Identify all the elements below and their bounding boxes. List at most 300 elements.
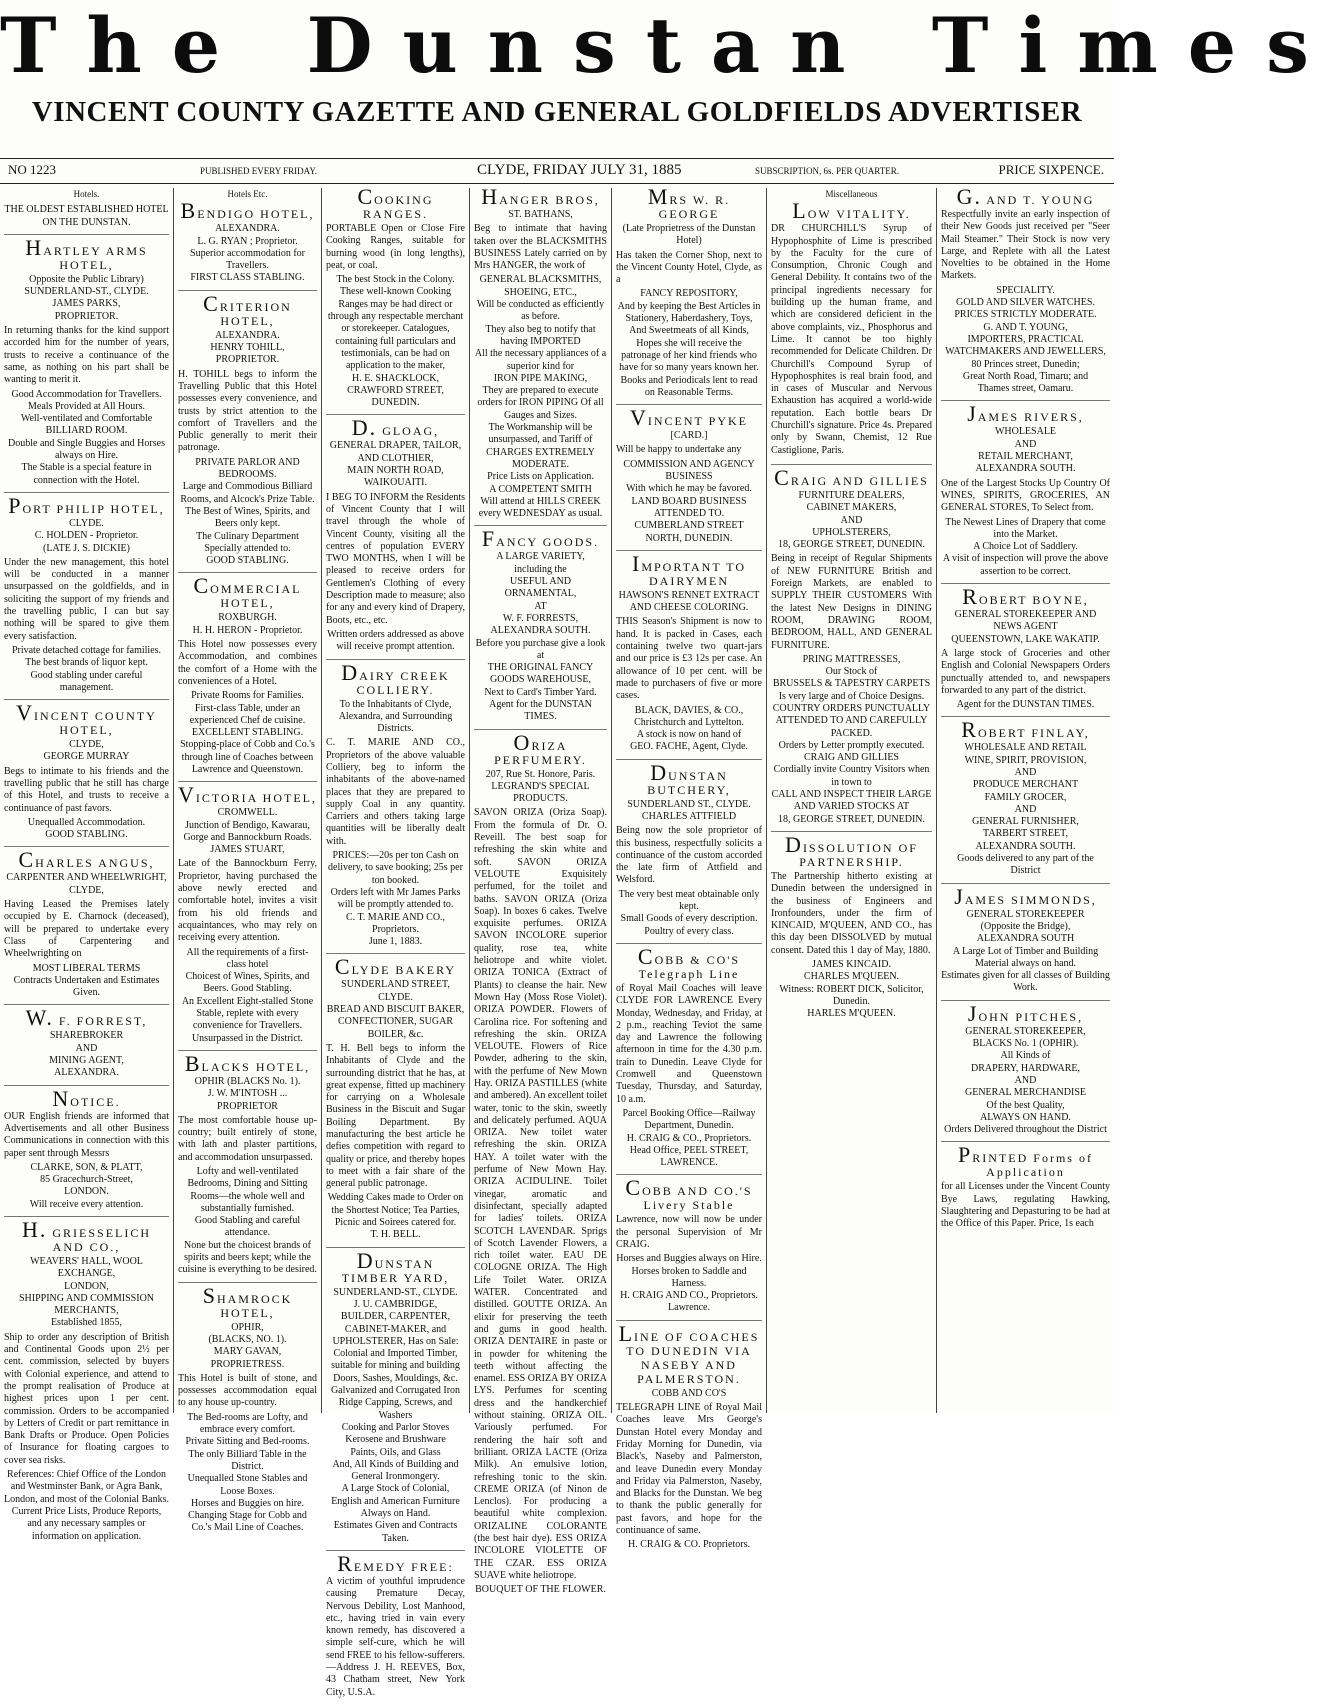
advertisement-body: Beg to intimate that having taken over the BLACKSMITHS BUSINESS Lately carried on by Mrs HANGER, the work of	[474, 223, 607, 272]
advertisement-line: MINING AGENT,	[49, 1055, 124, 1067]
advertisement-line: LONDON.	[64, 1186, 109, 1198]
advertisement-line: BLACK, DAVIES, & CO.,	[634, 704, 744, 716]
advertisement-line: LONDON,	[64, 1280, 109, 1292]
advertisement-title: HANGER BROS,	[481, 184, 600, 209]
advertisement-line: All the requirements of a first-class hotel	[186, 946, 309, 970]
issue-number: NO 1223	[8, 162, 57, 177]
advertisement-line: Parcel Booking Office—Railway Department, Dunedin.	[622, 1107, 756, 1132]
advertisement-title: LINE OF COACHES TO DUNEDIN VIA NASEBY AND PALMERSTON.	[618, 1320, 760, 1386]
advertisement	[616, 759, 762, 944]
advertisement-line: Good Accommodation for Travellers.	[11, 388, 162, 400]
advertisement	[616, 405, 762, 551]
advertisement-line: Will receive every attention.	[29, 1198, 144, 1210]
advertisement-title: IMPORTANT TO DAIRYMEN	[632, 550, 746, 588]
advertisement-line: Horses broken to Saddle and Harness.	[631, 1265, 747, 1289]
advertisement-line: Unequalled Stone Stables and Loose Boxes.	[187, 1473, 308, 1497]
column-section-heading: Miscellaneous	[825, 189, 878, 199]
advertisement-line: And, All Kinds of Building and General Ironmongery.	[332, 1458, 459, 1483]
issue-date: CLYDE, FRIDAY JULY 31, 1885	[477, 162, 682, 178]
advertisement-line: The Newest Lines of Drapery that come into the Market.	[945, 516, 1106, 540]
advertisement-line: G. AND T. YOUNG,	[983, 321, 1068, 333]
advertisement-line: CHARLES M'QUEEN.	[803, 971, 900, 983]
advertisement-line: CLYDE.	[69, 517, 104, 529]
advertisement-line: (LATE J. S. DICKIE)	[43, 542, 130, 554]
advertisement-title: BENDIGO HOTEL,	[180, 198, 315, 224]
advertisement-line: BUILDER, CARPENTER, CABINET-MAKER, and UPHOLSTERER, Has on Sale:	[332, 1311, 459, 1347]
advertisement-line: BRUSSELS & TAPESTRY CARPETS	[772, 678, 931, 690]
advertisement-line: A Large Stock of Colonial, English and American Furniture Always on Hand.	[331, 1483, 460, 1520]
advertisement-body: I BEG TO INFORM the Residents of Vincent County that I will travel through the whole of Vincent County, visiting all the centres of population EVERY TWO MONTHS, when I will be pleased to receive orders for Gentlemen's Clothing of every Description made to measure; also for any and every kind of Drapery, Boots, etc., etc.	[326, 491, 465, 626]
advertisement-line: Private Rooms for Families.	[191, 690, 304, 702]
advertisement-line: Kerosene and Brushware	[345, 1434, 446, 1446]
advertisement	[178, 1050, 317, 1283]
advertisement-title: ORIZA PERFUMERY.	[494, 729, 587, 767]
advertisement-line: JAMES KINCAID.	[812, 959, 891, 971]
advertisement-line: CABINET MAKERS,	[806, 502, 897, 514]
advertisement-line: DRAPERY, HARDWARE,	[971, 1062, 1080, 1074]
advertisement-line: Estimates Given and Contracts Taken.	[333, 1520, 458, 1544]
advertisement-body: This Hotel is built of stone, and possesses accommodation equal to any house up-country.	[178, 1372, 317, 1409]
advertisement-line: FANCY REPOSITORY,	[640, 288, 738, 300]
advertisement-line: PRICES:—20s per ton Cash on delivery, to save booking; 25s per ton booked.	[328, 850, 463, 886]
advertisement-line: AND	[840, 514, 863, 526]
advertisement-line: JAMES STUART,	[210, 844, 285, 856]
advertisement-title: REMEDY FREE:	[337, 1550, 454, 1576]
advertisement-line: Christchurch and Lyttelton.	[634, 716, 744, 728]
advertisement-line: Contracts Undertaken and Estimates Given.	[13, 974, 160, 999]
advertisement-body: Late of the Bannockburn Ferry, Proprietor, having purchased the above newly erected and comfortable hotel, invites a visit from his old friends and acquaintances, who may rely on receiving every attention.	[178, 858, 317, 944]
advertisement-line: UPHOLSTERERS,	[812, 526, 891, 538]
advertisement-line: H. E. SHACKLOCK,	[352, 372, 439, 384]
advertisement-title: CRITERION HOTEL,	[203, 290, 292, 328]
advertisement-line: Established 1855,	[50, 1317, 123, 1329]
column-3	[321, 184, 469, 1698]
advertisement-line: PROPRIETOR.	[215, 354, 280, 366]
advertisement-title: JAMES SIMMONDS,	[954, 883, 1097, 909]
advertisement-line: HENRY TOHILL,	[210, 342, 285, 354]
advertisement-line: June 1, 1883.	[368, 936, 423, 948]
advertisement-body: A victim of youthful imprudence causing Premature Decay, Nervous Debility, Lost Manhood, etc., having tried in vain every known remedy, has discovered a simple self-cure, which he will send FREE to his fellow-sufferers. —Address J. H. REEVES, Box, 43 Chatham street, New York City, U.S.A.	[326, 1575, 465, 1698]
advertisement	[474, 526, 607, 729]
masthead	[0, 0, 1339, 92]
advertisement-line: COUNTRY ORDERS PUNCTUALLY ATTENDED TO AND CAREFULLY PACKED.	[772, 702, 931, 739]
advertisement-line: USEFUL AND ORNAMENTAL,	[504, 576, 577, 600]
advertisement-line: ST. BATHANS,	[508, 209, 573, 220]
advertisement-line: W. F. FORRESTS,	[502, 612, 579, 624]
advertisement-line: AND	[1014, 438, 1037, 450]
advertisement	[474, 729, 608, 1602]
advertisement-title: CHARLES ANGUS,	[18, 847, 155, 873]
advertisement-line: Current Price Lists, Produce Reports, and any necessary samples or information on application.	[11, 1505, 162, 1542]
advertisement-title: W. F. FORREST,	[25, 1005, 148, 1031]
advertisement-title: PORT PHILIP HOTEL,	[8, 492, 165, 518]
advertisement-line: An Excellent Eight-stalled Stone Stable, replete with every convenience for Travellers. Unsurpassed in the District.	[181, 995, 314, 1044]
advertisement-body: OUR English friends are informed that Advertisements and all other Business Communications in connection with this paper sent through Messrs	[4, 1110, 169, 1159]
advertisement	[326, 659, 465, 955]
advertisement-line: THE OLDEST ESTABLISHED HOTEL	[4, 204, 169, 216]
advertisement-body: of Royal Mail Coaches will leave CLYDE FOR LAWRENCE Every Monday, Wednesday, and Friday, at 2 p.m., reaching Teviot the same day and Lawrence the following afternoon in time for the 4.30 p.m. train to Dunedin. Leave Clyde for Cromwell and Queenstown Tuesday, Thursday, and Saturday, 10 a.m.	[616, 982, 762, 1105]
advertisement-line: ALEXANDRA SOUTH	[976, 933, 1075, 945]
column-5	[611, 184, 766, 1551]
advertisement-body: Being in receipt of Regular Shipments of NEW FURNITURE British and Foreign Markets, are enabled to SUPPLY THEIR CUSTOMERS With the latest New Designs in DINING ROOM, DRAWING ROOM, BEDROOM, HALL, AND GENERAL FURNITURE.	[771, 553, 932, 651]
advertisement-body: PORTABLE Open or Close Fire Cooking Ranges, suitable for burning wood (in long lengths), peat, or coal.	[326, 223, 465, 271]
advertisement-line: ALEXANDRA SOUTH.	[975, 840, 1076, 852]
advertisement	[616, 943, 762, 1175]
advertisement-title: CRAIG AND GILLIES	[774, 464, 929, 490]
column-section-heading: Hotels Etc.	[227, 189, 268, 199]
advertisement	[771, 831, 932, 1026]
advertisement-line: Cordially invite Country Visitors when in town to	[773, 764, 930, 788]
advertisement-line: LAND BOARD BUSINESS ATTENDED TO.	[631, 495, 747, 519]
advertisement-line: PROPRIETRESS.	[210, 1358, 285, 1370]
advertisement-line: BREAD AND BISCUIT BAKER, CONFECTIONER, SUGAR BOILER, &c.	[326, 1004, 465, 1040]
advertisement	[326, 1550, 465, 1706]
advertisement-line: SHIPPING AND COMMISSION	[18, 1292, 155, 1304]
advertisement-line: [CARD.]	[670, 430, 708, 442]
advertisement-title: ROBERT BOYNE,	[962, 584, 1089, 610]
advertisement-line: PRING MATTRESSES,	[802, 653, 901, 665]
advertisement-title: BLACKS HOTEL,	[184, 1050, 311, 1076]
advertisement-line: CHARLES ATTFIELD	[641, 810, 737, 822]
advertisement-line: They also beg to notify that having IMPORTED	[485, 323, 596, 347]
advertisement-line: A LARGE VARIETY,	[496, 551, 585, 563]
advertisement-line: GENERAL BLACKSMITHS, SHOEING, ETC.,	[479, 274, 602, 298]
advertisement-line: GEO. FACHE, Agent, Clyde.	[630, 741, 748, 753]
advertisement-title: VICTORIA HOTEL,	[178, 782, 317, 808]
advertisement-line: Changing Stage for Cobb and Co.'s Mail Line of Coaches.	[188, 1510, 307, 1534]
advertisement-line: CLARKE, SON, & PLATT,	[30, 1161, 143, 1173]
advertisement-body: DR CHURCHILL'S Syrup of Hypophosphite of Lime is prescribed by the Faculty for the cure of Consumption, Chronic Cough and General Debility. It contains two of the principal ingredients necessary for building up the human frame, and which are considered deficient in the above complaints, viz., Phosphorus and Lime. It cannot be too highly recommended for Delicate Children. Dr Churchill's Compound Syrup of Hypophosphites is real brain food, and in cases of Muscular and Nervous Exhaustion has acquired a world-wide reputation. Each bottle bears Dr Churchill's signature. Price 4s. Prepared only by Swann, Chemist, 12 Rue Castiglione, Paris.	[771, 223, 932, 456]
advertisement-line: CARPENTER AND WHEELWRIGHT,	[6, 872, 167, 884]
advertisement	[178, 573, 317, 782]
advertisement-line: RETAIL MERCHANT,	[978, 451, 1073, 463]
advertisement-body: Having Leased the Premises lately occupied by E. Charnock (deceased), will be prepared to undertake every Class of Carpentering and Wheelwrighting on	[4, 899, 169, 960]
advertisement	[4, 1217, 169, 1548]
advertisement-line: IMPORTERS, PRACTICAL	[967, 333, 1084, 345]
advertisement-line: Small Goods of every description. Poultry of every class.	[620, 913, 758, 937]
advertisement-line: A Choice Lot of Saddlery.	[973, 541, 1078, 553]
advertisement	[4, 700, 169, 847]
advertisement-title: ROBERT FINLAY,	[961, 717, 1090, 743]
advertisement-line: Superior accommodation for Travellers.	[190, 247, 305, 272]
advertisement-line: Well-ventilated and Comfortable	[20, 413, 153, 425]
advertisement-line: CRAIG AND GILLIES	[804, 752, 899, 764]
advertisement	[178, 782, 317, 1051]
advertisement-line: TARBERT STREET,	[983, 828, 1068, 840]
advertisement-line: They are prepared to execute orders for IRON PIPING Of all Gauges and Sizes.	[477, 385, 604, 421]
advertisement-line: A stock is now on hand of	[636, 729, 742, 741]
advertisement-line: ROXBURGH.	[218, 612, 277, 624]
advertisement-line: Our Stock of	[825, 666, 878, 678]
advertisement-line: 207, Rue St. Honore, Paris.	[485, 768, 596, 780]
advertisement-line: BILLIARD ROOM.	[45, 425, 128, 437]
column-6	[766, 188, 936, 1413]
advertisement	[4, 492, 169, 700]
advertisement-line: JAMES PARKS,	[52, 298, 121, 310]
advertisement	[616, 1320, 762, 1557]
advertisement-line: HAWSON'S RENNET EXTRACT AND CHEESE COLORING.	[618, 589, 760, 614]
advertisement-body: Will be happy to undertake any	[616, 444, 742, 456]
advertisement-line: Thames street, Oamaru.	[977, 383, 1074, 395]
advertisement-body: A large stock of Groceries and other English and Colonial Newspapers Orders punctually attended to, and newspapers forwarded to any part of the district.	[941, 647, 1110, 696]
advertisement-body: Ship to order any description of British and Continental Goods upon 2½ per cent. commission, selected by buyers with Colonial experience, and attend to the prompt realisation of Produce at highest prices upon 1 per cent. commission. Orders to be accompanied by Letters of Credit or part remittance in Bank Drafts or Produce. Open Policies of Insurance for floating cargoes to cover sea risks.	[4, 1331, 169, 1466]
advertisement-line: COBB AND CO'S	[651, 1387, 727, 1399]
advertisement-title: MRS W. R. GEORGE	[647, 184, 731, 221]
advertisement-line: GENERAL STOREKEEPER AND NEWS AGENT	[954, 609, 1097, 633]
advertisement-line: References: Chief Office of the London and Westminster Bank, or Agra Bank, London, and most of the Colonial Banks.	[4, 1469, 169, 1505]
advertisement	[941, 184, 1110, 401]
advertisement	[616, 550, 762, 760]
advertisement-line: AND	[75, 1042, 98, 1054]
advertisement-line: Before you purchase give a look at	[475, 637, 606, 661]
advertisement-line: THE ORIGINAL FANCY GOODS WAREHOUSE,	[487, 662, 594, 686]
advertisement-line: GENERAL STOREKEEPER	[966, 908, 1085, 920]
advertisement-line: The Culinary Department Specially attended to.	[196, 530, 299, 554]
advertisement-line: Will attend at HILLS CREEK every WEDNESDAY as usual.	[478, 495, 603, 520]
advertisement-line: C. T. MARIE AND CO., Proprietors.	[345, 911, 446, 935]
advertisement	[941, 1000, 1110, 1143]
advertisement-line: WEAVERS' HALL, WOOL EXCHANGE,	[30, 1256, 143, 1280]
advertisement-line: FIRST CLASS STABLING.	[190, 272, 305, 284]
advertisement-line: All Kinds of	[1000, 1050, 1051, 1062]
advertisement-line: Large and Commodious Billiard Rooms, and Alcock's Prize Table.	[180, 481, 315, 505]
advertisement-line: Private Sitting and Bed-rooms.	[185, 1436, 310, 1448]
advertisement-line: MARY GAVAN,	[213, 1346, 282, 1358]
advertisement-line: CROMWELL.	[217, 807, 278, 819]
advertisement	[941, 717, 1110, 883]
advertisement-line: A COMPETENT SMITH	[489, 483, 592, 495]
advertisement-line: Wedding Cakes made to Order on the Shortest Notice; Tea Parties, Picnic and Soirees catered for.	[327, 1192, 464, 1229]
advertisement	[4, 1005, 169, 1085]
advertisement-title: NOTICE.	[52, 1085, 121, 1111]
advertisement-line: GENERAL MERCHANDISE	[964, 1087, 1086, 1099]
advertisement-line: Private detached cottage for families.	[11, 644, 162, 656]
advertisement	[474, 184, 607, 526]
advertisement-line: ALWAYS ON HAND.	[980, 1111, 1071, 1123]
advertisement-title: DISSOLUTION OF PARTNERSHIP.	[785, 831, 918, 869]
advertisement-line: Doors, Sashes, Mouldings, &c.	[333, 1372, 458, 1384]
advertisement-line: H. CRAIG & CO., Proprietors.	[626, 1132, 752, 1144]
advertisement	[616, 1175, 762, 1320]
advertisement-line: MAIN NORTH ROAD, WAIKOUAITI.	[347, 465, 444, 489]
advertisement-line: Orders left with Mr James Parks will be promptly attended to.	[330, 886, 461, 911]
advertisement-line: 18, GEORGE STREET, DUNEDIN.	[777, 539, 926, 551]
advertisement	[4, 204, 169, 235]
advertisement	[326, 954, 465, 1247]
column-2	[173, 188, 321, 1534]
advertisement-line: J. W. M'INTOSH ... PROPRIETOR	[207, 1088, 288, 1112]
advertisement-line: FAMILY GROCER,	[984, 791, 1067, 803]
advertisement-line: Opposite the Public Library)	[29, 273, 144, 285]
advertisement-line: Cooking and Parlor Stoves	[341, 1421, 450, 1433]
advertisement	[941, 1142, 1110, 1237]
advertisement	[326, 184, 465, 415]
advertisement-line: GEORGE MURRAY	[43, 751, 130, 763]
advertisement	[4, 234, 169, 493]
advertisement-line: HARLES M'QUEEN.	[807, 1008, 896, 1020]
advertisement-line: A visit of inspection will prove the above assertion to be correct.	[942, 553, 1109, 577]
advertisement-line: MOST LIBERAL TERMS	[32, 962, 141, 974]
advertisement-line: Choicest of Wines, Spirits, and Beers. Good Stabling.	[185, 971, 310, 995]
advertisement-body: for all Licenses under the Vincent County Bye Laws, regulating Hawking, Slaughtering and Depasturing to be had at the Office of this Paper. Price, 1s each	[941, 1181, 1110, 1230]
advertisement-line: GOOD STABLING.	[45, 829, 128, 841]
advertisement-line: Is very large and of Choice Designs.	[778, 690, 925, 702]
advertisement-line: Meals Provided at All Hours.	[28, 400, 145, 412]
advertisement-line: And Sweetmeats of all Kinds,	[629, 325, 749, 337]
advertisement	[4, 1085, 169, 1217]
advertisement-line: The Bed-rooms are Lofty, and embrace every comfort.	[187, 1411, 308, 1436]
advertisement-title: FANCY GOODS.	[481, 526, 600, 552]
advertisement-body: SAVON ORIZA (Oriza Soap). From the formula of Dr. O. Reveill. The best soap for refreshing the skin white and soft. SAVON ORIZA VELOUTE Exquisitely perfumed, for the toilet and baths. SAVON ORIZA (Oriza Soap). In boxes 6 cakes. Twelve exquisite perfumes. ORIZA SAVON INCOLORE superior quality, rose tea, white heliotrope and white violet. ORIZA TONICA (Extract of Plants) to cleanse the hair. New Mown Hay (Moss Rose Violet). ORIZA POWDER. Flowers of Carolina rice. For softening and refreshing the skin. ORIZA VELOUTE. Flowers of Rice Powder, adhering to the skin, with the perfume of New Mown Hay. ORIZA PASTILLES (white and ambered). An excellent toilet water, tonic to the skin, sweetly and delicately perfumed. AQUA ORIZA. New toilet water refreshing the skin. ORIZA HAY. A toilet water with the perfume of New Mown Hay. ORIZA ACIDULINE. Toilet vinegar, aromatic and disinfectant, specially adapted for ladies' toilets. ORIZA SCOTCH LAVENDAR. Sprigs of Scotch Lavender Flowers, a rich toilet water. EAU DE COLOGNE ORIZA. The High Life Toilet Water. ORIZA WATER. Concentrated and distilled. GOUTTE ORIZA. An elixir for preserving the teeth and gums in good health. ORIZA DENTAIRE in paste or in powder for whitening the teeth without affecting the enamel. ESS ORIZA BY ORIZA LYS. Perfumes for scenting dress and the handkerchief without staining. ORIZA OIL. Variously perfumed. For rendering the hair soft and brilliant. ORIZA LACTE (Oriza Milk). An emulsive lotion, refreshing tonic to the skin. CREME ORIZA (of Ninon de Lenclos). For producing a beautiful white complexion. ORIZALINE COLORANTE (the best hair dye). ESS ORIZA INCOLORE VIOLETTE OF THE CZAR. ESS ORIZA SUAVE white heliotrope.	[474, 807, 608, 1581]
advertisement-line: C. HOLDEN - Proprietor.	[34, 530, 139, 542]
advertisement-title: JAMES RIVERS,	[967, 401, 1084, 427]
advertisement-body: The Partnership hitherto existing at Dunedin between the undersigned in the business of Engineers and Ironfounders, under the firm of KINCAID, M'QUEEN, AND CO., has this day been DISSOLVED by mutual consent. Dated this 1 day of May, 1880.	[771, 870, 932, 956]
advertisement-line: Lofty and well-ventilated Bedrooms, Dining and Sitting Rooms—the whole well and substantially furnished.	[187, 1166, 308, 1214]
advertisement-line: A Large Lot of Timber and Building Material always on hand.	[952, 945, 1099, 969]
advertisement-body: In returning thanks for the kind support accorded him for the number of years, trusts to receive a continuance of the same, as nothing on his part shall be wanting to merit it.	[4, 325, 169, 386]
masthead-title: The Dunstan Times	[0, 1, 1339, 90]
advertisement-line: AND	[1014, 803, 1037, 815]
advertisement-line: AND	[1014, 1074, 1037, 1086]
advertisement-line: PRODUCE MERCHANT	[972, 779, 1079, 791]
advertisement-line: BOUQUET OF THE FLOWER.	[475, 1584, 606, 1596]
advertisement-line: With which he may be favored.	[626, 483, 752, 495]
advertisement-line: And by keeping the Best Articles in Stationery, Haberdashery, Toys,	[617, 300, 761, 325]
advertisement-line: Next to Card's Timber Yard.	[484, 686, 597, 698]
advertisement-line: SPECIALITY.	[996, 284, 1055, 296]
advertisement-line: 85 Gracechurch-Street,	[40, 1174, 133, 1186]
advertisement-line: WHOLESALE AND RETAIL	[964, 742, 1087, 754]
advertisement-line: Written orders addressed as above will receive prompt attention.	[327, 628, 464, 653]
advertisement-line: WATCHMAKERS AND JEWELLERS,	[945, 346, 1106, 358]
advertisement-line: The Stable is a special feature in connection with the Hotel.	[21, 462, 152, 486]
advertisement-body: Lawrence, now will now be under the personal Supervision of Mr CRAIG.	[616, 1214, 762, 1250]
publication-frequency: PUBLISHED EVERY FRIDAY.	[200, 166, 317, 176]
advertisement-line: Orders by Letter promptly executed.	[778, 739, 925, 751]
advertisement-title: COOKING RANGES.	[357, 184, 434, 221]
advertisement-line: ALEXANDRA.	[215, 329, 280, 341]
advertisement-line: Unequalled Accommodation.	[27, 816, 146, 828]
advertisement-line: GENERAL STOREKEEPER,	[965, 1025, 1086, 1037]
advertisement-line: (Opposite the Bridge),	[980, 920, 1071, 932]
advertisement-line: QUEENSTOWN, LAKE WAKATIP.	[951, 633, 1100, 645]
advertisement-line: The best brands of liquor kept.	[25, 657, 148, 669]
advertisement-line: Goods delivered to any part of the District	[957, 853, 1094, 877]
advertisement	[771, 198, 932, 465]
advertisement-line: BLACKS No. 1 (OPHIR).	[972, 1038, 1079, 1050]
advertisement-line: H. H. HERON - Proprietor.	[192, 624, 303, 636]
advertisement-title: H. GRIESSELICH AND CO.,	[21, 1217, 152, 1254]
advertisement-line: None but the choicest brands of spirits and beers kept; while the cuisine is everything to be desired.	[178, 1239, 317, 1276]
advertisement-line: AND	[1014, 766, 1037, 778]
advertisement-line: T. H. BELL.	[370, 1229, 421, 1241]
advertisement-line: Lawrence.	[668, 1302, 710, 1314]
masthead-subtitle: VINCENT COUNTY GAZETTE AND GENERAL GOLDFIELDS ADVERTISER	[31, 96, 1083, 128]
advertisement-line: 80 Princes street, Dunedin;	[971, 358, 1080, 370]
advertisement-body: TELEGRAPH LINE of Royal Mail Coaches leave Mrs George's Dunstan Hotel every Monday and Friday Morning for Dunedin, via Black's, Naseby and Palmerston, and leave Dunedin every Monday and Friday via Palmerston, Naseby, and Blacks for the Dunstan. We beg to thank the public generally for past favors, and hope for the continuance of same.	[616, 1402, 762, 1537]
advertisement-line: SUNDERLAND ST., CLYDE.	[627, 798, 751, 810]
advertisement-line: WHOLESALE	[994, 426, 1057, 438]
advertisement-title: DUNSTAN BUTCHERY,	[647, 759, 731, 797]
advertisement-line: L. G. RYAN ; Proprietor.	[197, 235, 298, 247]
advertisement-title: VINCENT COUNTY HOTEL,	[16, 700, 157, 738]
advertisement-line: Estimates given for all classes of Building Work.	[941, 970, 1110, 994]
advertisement-line: SUNDERLAND STREET, CLYDE.	[341, 979, 450, 1003]
advertisement-line: ALEXANDRA.	[54, 1067, 119, 1079]
advertisement-line: PRIVATE PARLOR AND BEDROOMS.	[195, 456, 300, 481]
advertisement-line: The best Stock in the Colony.	[336, 274, 455, 286]
advertisement-line: LEGRAND'S SPECIAL PRODUCTS.	[491, 780, 590, 805]
advertisement-line: AT	[534, 600, 547, 612]
advertisement-line: Horses and Buggies always on Hire.	[616, 1253, 762, 1265]
advertisement-line: Good stabling under careful management.	[30, 669, 143, 693]
advertisement-line: Good Stabling and careful attendance.	[194, 1215, 301, 1239]
advertisement	[178, 290, 317, 574]
advertisement	[941, 401, 1110, 584]
advertisement-line: (Late Proprietress of the Dunstan Hotel)	[622, 223, 756, 247]
advertisement-line: Stopping-place of Cobb and Co.'s through line of Coaches between Lawrence and Queenstown.	[180, 739, 315, 775]
advertisement-line: Price Lists on Application.	[487, 471, 594, 483]
advertisement-title: LOW VITALITY.	[792, 198, 911, 224]
advertisement-line: SUNDERLAND-ST., CLYDE.	[333, 1286, 458, 1298]
advertisement-line: Paints, Oils, and Glass	[350, 1446, 441, 1458]
advertisement-line: (BLACKS, NO. 1).	[208, 1333, 287, 1345]
advertisement-line: All the necessary appliances of a superior kind for	[474, 348, 607, 372]
advertisement-line: PRICES STRICTLY MODERATE.	[954, 309, 1097, 321]
advertisement-line: CUMBERLAND STREET NORTH, DUNEDIN.	[634, 520, 744, 544]
advertisement-line: SUNDERLAND-ST., CLYDE.	[24, 286, 149, 298]
advertisement-line: FURNITURE DEALERS,	[798, 489, 905, 501]
advertisement-body: T. H. Bell begs to inform the Inhabitants of Clyde and the surrounding district that he has, at great expense, fitted up machinery for carrying on a Wholesale Business in the Biscuit and Sugar Boiling Department. By manufacturing the best article he defies competition with regard to quality or price, and thereby hopes to meet with a fair share of the general public patronage.	[326, 1042, 465, 1190]
advertisement-line: PROPRIETOR.	[54, 310, 119, 322]
advertisement-title: HARTLEY ARMS HOTEL,	[25, 234, 148, 272]
advertisement	[4, 847, 169, 1005]
advertisement-line: CRAWFORD STREET,	[347, 384, 444, 396]
advertisement-line: ON THE DUNSTAN.	[42, 216, 131, 228]
advertisement-line: ALEXANDRA SOUTH.	[490, 625, 591, 637]
advertisement-title: COBB AND CO.'S Livery Stable	[625, 1175, 753, 1213]
advertisement-line: Ridge Capping, Screws, and Washers	[338, 1397, 453, 1421]
advertisement-line: Agent for the DUNSTAN TIMES.	[956, 699, 1095, 711]
advertisement-line: SHAREBROKER	[49, 1030, 124, 1042]
advertisement-line: The only Billiard Table in the District.	[188, 1448, 307, 1472]
advertisement-line: To the Inhabitants of Clyde, Alexandra, and Surrounding Districts.	[338, 698, 453, 735]
issue-price: PRICE SIXPENCE.	[998, 162, 1104, 177]
advertisement-line: H. CRAIG & CO. Proprietors.	[628, 1539, 750, 1551]
advertisement-title: CLYDE BAKERY	[334, 954, 457, 980]
advertisement-line: CALL AND INSPECT THEIR LARGE AND VARIED STOCKS AT	[771, 789, 932, 813]
advertisement	[178, 1282, 317, 1540]
advertisement-line: First-class Table, under an experienced Chef de cuisine.	[189, 702, 306, 726]
advertisement-line: H. CRAIG AND CO., Proprietors.	[620, 1290, 758, 1302]
advertisement-title: SHAMROCK HOTEL,	[202, 1282, 293, 1320]
advertisement-line: GOLD AND SILVER WATCHES.	[956, 297, 1095, 309]
column-1	[0, 188, 173, 1542]
advertisement-line: Hopes she will receive the patronage of her kind friends who have for so many years known her.	[619, 337, 759, 374]
advertisement-line: Witness: ROBERT DICK, Solicitor, Dunedin.	[779, 983, 924, 1007]
advertisement	[178, 198, 317, 290]
advertisement-body: Being now the sole proprietor of this business, respectfully solicits a continuance of the custom accorded the late firm of Attfield and Welsford.	[616, 825, 762, 886]
advertisement-line: ALEXANDRA.	[215, 223, 280, 235]
dateline	[0, 158, 1114, 184]
advertisement-line: The Best of Wines, Spirits, and Beers only kept.	[185, 505, 310, 530]
advertisement-line: Colonial and Imported Timber, suitable for mining and building	[331, 1348, 460, 1372]
advertisement-line: Horses and Buggies on hire.	[190, 1497, 305, 1509]
advertisement-line: MERCHANTS,	[54, 1305, 119, 1317]
advertisement-line: Double and Single Buggies and Horses always on Hire.	[8, 437, 165, 462]
advertisement-body: The most comfortable house up-country; built entirely of stone, with lath and plaster partitions, and accommodation unsurpassed.	[178, 1114, 317, 1163]
advertisement	[616, 184, 762, 405]
